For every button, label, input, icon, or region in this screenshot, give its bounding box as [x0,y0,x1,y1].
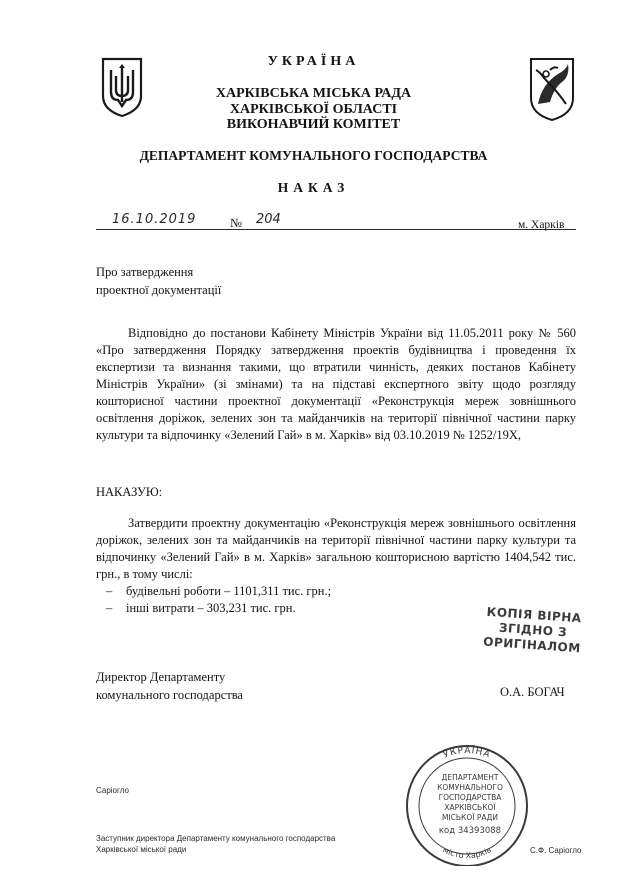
cost-breakdown-list [106,583,331,617]
official-round-seal [396,740,538,866]
seal-line-5: МІСЬКОЇ РАДИ [441,813,499,822]
number-sign: № [230,216,242,230]
subject-line-2: проектної документації [96,283,222,297]
signer-position-line-2: комунального господарства [96,688,243,702]
handwritten-number: 204 [256,212,281,227]
seal-line-3: ГОСПОДАРСТВА [438,793,502,802]
bullet-dash: – [106,584,113,598]
seal-line-4: ХАРКІВСЬКОЇ [444,803,496,812]
country-heading: УКРАЇНА [267,54,360,69]
seal-line-2: КОМУНАЛЬНОГО [437,783,503,792]
order-item-paragraph [96,515,576,583]
executor-name: Саріогло [96,786,129,795]
deputy-line-2: Харківської міської ради [96,845,187,854]
certified-copy-stamp [477,604,590,657]
copy-stamp-line-3: ОРИГІНАЛОМ [482,634,582,656]
date-number-line [96,229,576,230]
list-item-text: інші витрати – 303,231 тис. грн. [126,601,296,615]
seal-code: код 34393088 [438,826,502,836]
preamble-paragraph [96,325,576,444]
seal-line-1: ДЕПАРТАМЕНТ [441,773,499,782]
deputy-block [96,833,335,855]
list-item-text: будівельні роботи – 1101,311 тис. грн.; [126,584,332,598]
department-name: ДЕПАРТАМЕНТ КОМУНАЛЬНОГО ГОСПОДАРСТВА [139,148,488,163]
city: м. Харків [518,219,565,231]
document-type: НАКАЗ [277,180,350,195]
region-name: ХАРКІВСЬКОЇ ОБЛАСТІ [229,101,398,117]
signer-position-line-1: Директор Департаменту [96,670,226,684]
list-item [106,600,331,617]
signer-name: О.А. БОГАЧ [500,685,565,699]
subject-line-1: Про затвердження [96,265,194,279]
order-item-text: Затвердити проектну документацію «Реконструкція мереж зовнішнього освітлення доріжок, зелених зон та майданчиків на території північної частини парку культури та відпочинку «Зелений Гай» в м. Харків» загальною кошторисною вартістю 1404,542 тис. грн., в тому числі: [96,516,576,581]
preamble-text: Відповідно до постанови Кабінету Міністрів України від 11.05.2011 року № 560 «Про затвердження Порядку затвердження проектів будівництва і проведення їх експертизи та визнання такими, що втратили чинність, деяких постанов Кабінету Міністрів України» (зі змінами) та на підставі експертного звіту щодо розгляду кошторисної частини проектної документації «Реконструкція мереж зовнішнього освітлення доріжок, зелених зон та майданчиків на території північної частини парку культури та відпочинку «Зелений Гай» в м. Харків» від 03.10.2019 № 1252/19Х, [96,326,576,442]
bullet-dash: – [106,601,113,615]
seal-outer-top: УКРАЇНА [442,745,492,761]
list-item [106,583,331,600]
handwritten-date: 16.10.2019 [112,212,197,227]
svg-text:місто Харків [441,845,493,860]
committee-name: ВИКОНАВЧИЙ КОМІТЕТ [226,117,401,132]
deputy-line-1: Заступник директора Департаменту комунального господарства [96,834,336,843]
document-subject [96,263,221,299]
council-name: ХАРКІВСЬКА МІСЬКА РАДА [215,86,412,101]
deputy-name: С.Ф. Саріогло [530,846,582,855]
copy-stamp-line-2: ЗГІДНО З [498,620,568,640]
copy-stamp-line-1: КОПІЯ ВІРНА [486,604,583,626]
organization-block [0,86,627,133]
seal-outer-bottom: місто Харків [441,845,493,861]
signer-position [96,668,243,704]
order-word: НАКАЗУЮ: [96,485,163,499]
